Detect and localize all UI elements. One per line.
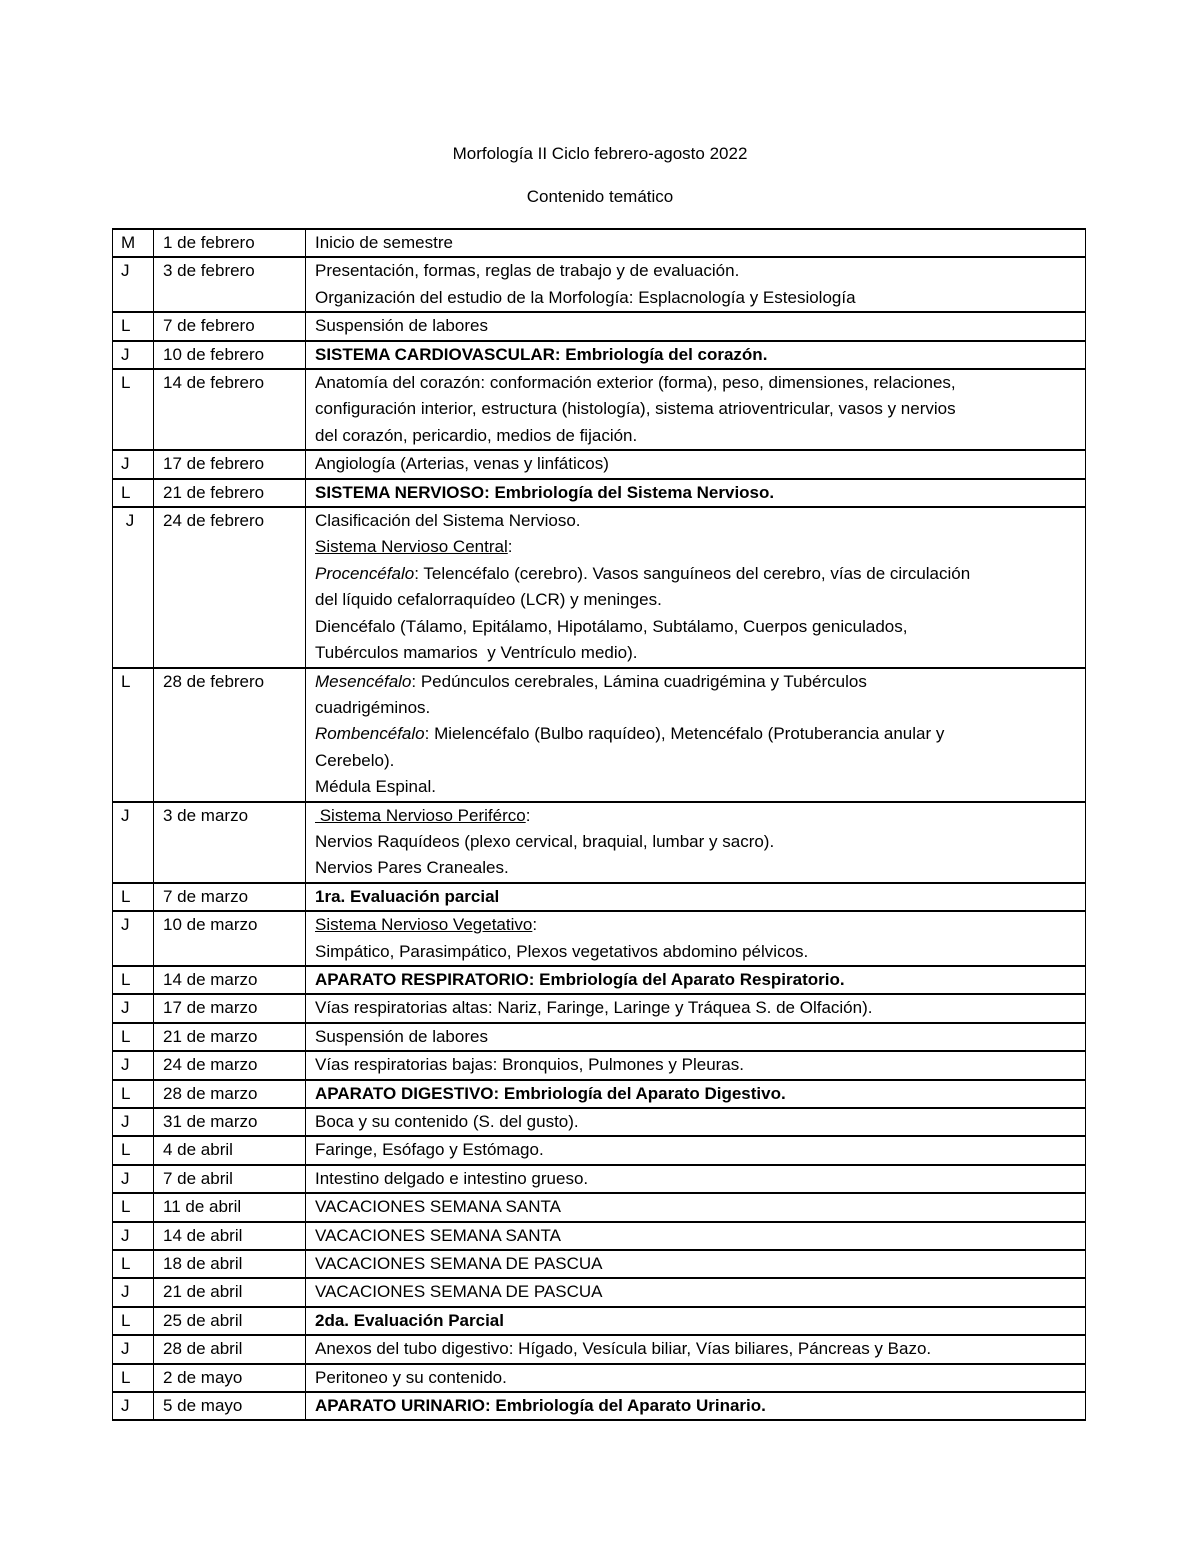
schedule-table [112, 228, 1086, 1421]
topic-line [315, 1251, 1077, 1277]
date-cell: 3 de febrero [154, 257, 306, 312]
weekday-cell: L [113, 668, 154, 802]
date-cell: 11 de abril [154, 1193, 306, 1221]
table-row [113, 1136, 1086, 1164]
schedule-table-body [113, 229, 1086, 1420]
topic-cell [306, 479, 1086, 507]
topic-text: Tubérculos mamarios y Ventrículo medio). [315, 643, 638, 663]
topic-cell [306, 369, 1086, 450]
topic-text: Angiología (Arterias, venas y linfáticos) [315, 454, 609, 474]
weekday-cell: J [113, 1051, 154, 1079]
weekday-cell: J [113, 1165, 154, 1193]
weekday-cell: L [113, 1080, 154, 1108]
table-row [113, 1222, 1086, 1250]
date-cell: 21 de abril [154, 1278, 306, 1306]
weekday-cell: J [113, 911, 154, 966]
date-cell: 4 de abril [154, 1136, 306, 1164]
date-cell: 10 de febrero [154, 341, 306, 369]
topic-text: Sistema Nervioso Periférco [315, 805, 526, 825]
weekday-cell: J [113, 1222, 154, 1250]
topic-line [315, 1024, 1077, 1050]
topic-line [315, 396, 1077, 422]
topic-text: Anatomía del corazón: conformación exterior (forma), peso, dimensiones, relaciones, [315, 373, 956, 393]
weekday-cell: J [113, 450, 154, 478]
topic-text: VACACIONES SEMANA DE PASCUA [315, 1282, 603, 1302]
date-cell: 14 de marzo [154, 966, 306, 994]
weekday-cell: L [113, 312, 154, 340]
date-cell: 28 de abril [154, 1335, 306, 1363]
topic-text: 2da. Evaluación Parcial [315, 1310, 504, 1330]
table-row [113, 369, 1086, 450]
topic-cell [306, 668, 1086, 802]
date-cell: 7 de abril [154, 1165, 306, 1193]
date-cell: 2 de mayo [154, 1364, 306, 1392]
topic-line [315, 1081, 1077, 1107]
table-row [113, 341, 1086, 369]
topic-cell [306, 1108, 1086, 1136]
topic-line [315, 258, 1077, 284]
topic-cell [306, 1051, 1086, 1079]
date-cell: 14 de febrero [154, 369, 306, 450]
topic-line [315, 829, 1077, 855]
topic-line [315, 995, 1077, 1021]
date-cell: 28 de febrero [154, 668, 306, 802]
topic-text: Mesencéfalo [315, 671, 412, 691]
topic-line [315, 939, 1077, 965]
topic-text: Faringe, Esófago y Estómago. [315, 1140, 544, 1160]
table-row [113, 257, 1086, 312]
topic-line [315, 774, 1077, 800]
topic-line [315, 561, 1077, 587]
topic-line [315, 480, 1077, 506]
topic-text: Intestino delgado e intestino grueso. [315, 1168, 589, 1188]
topic-text: configuración interior, estructura (histología), sistema atrioventricular, vasos y nervios [315, 399, 956, 419]
topic-line [315, 342, 1077, 368]
weekday-cell: J [113, 1392, 154, 1420]
topic-text: APARATO DIGESTIVO: Embriología del Aparato Digestivo. [315, 1083, 786, 1103]
topic-line [315, 508, 1077, 534]
topic-cell [306, 341, 1086, 369]
date-cell: 24 de febrero [154, 507, 306, 667]
topic-line [315, 695, 1077, 721]
topic-line [315, 669, 1077, 695]
topic-text: Cerebelo). [315, 750, 395, 770]
topic-line [315, 1052, 1077, 1078]
topic-cell [306, 1080, 1086, 1108]
weekday-cell: J [113, 341, 154, 369]
table-row [113, 507, 1086, 667]
weekday-cell: J [113, 507, 154, 667]
date-cell: 25 de abril [154, 1307, 306, 1335]
topic-text: VACACIONES SEMANA SANTA [315, 1225, 561, 1245]
table-row [113, 479, 1086, 507]
topic-text: Suspensión de labores [315, 316, 488, 336]
topic-line [315, 587, 1077, 613]
table-row [113, 966, 1086, 994]
topic-line [315, 803, 1077, 829]
topic-text: Diencéfalo (Tálamo, Epitálamo, Hipotálamo, Subtálamo, Cuerpos geniculados, [315, 616, 908, 636]
date-cell: 31 de marzo [154, 1108, 306, 1136]
topic-cell [306, 450, 1086, 478]
topic-line [315, 313, 1077, 339]
topic-line [315, 721, 1077, 747]
document-subtitle: Contenido temático [526, 187, 674, 206]
date-cell: 5 de mayo [154, 1392, 306, 1420]
topic-text: : [525, 805, 531, 825]
topic-cell [306, 911, 1086, 966]
topic-text: : [532, 915, 538, 935]
topic-text: Vías respiratorias bajas: Bronquios, Pulmones y Pleuras. [315, 1055, 744, 1075]
weekday-cell: J [113, 1108, 154, 1136]
topic-text: : Mielencéfalo (Bulbo raquídeo), Metencéfalo (Protuberancia anular y [424, 724, 945, 744]
topic-text: Suspensión de labores [315, 1026, 488, 1046]
topic-cell [306, 1193, 1086, 1221]
topic-line [315, 912, 1077, 938]
table-row [113, 450, 1086, 478]
date-cell: 18 de abril [154, 1250, 306, 1278]
table-row [113, 1278, 1086, 1306]
topic-line [315, 285, 1077, 311]
topic-cell [306, 257, 1086, 312]
topic-line [315, 1109, 1077, 1135]
topic-text: SISTEMA NERVIOSO: Embriología del Sistema Nervioso. [315, 482, 775, 502]
topic-cell [306, 507, 1086, 667]
topic-text: Presentación, formas, reglas de trabajo y de evaluación. [315, 261, 740, 281]
date-cell: 1 de febrero [154, 229, 306, 257]
topic-text: SISTEMA CARDIOVASCULAR: Embriología del corazón. [315, 344, 768, 364]
topic-text: Sistema Nervioso Central [315, 537, 508, 557]
date-cell: 7 de marzo [154, 883, 306, 911]
topic-text: del líquido cefalorraquídeo (LCR) y meninges. [315, 590, 662, 610]
topic-cell [306, 1222, 1086, 1250]
table-row [113, 802, 1086, 883]
topic-text: Nervios Raquídeos (plexo cervical, braquial, lumbar y sacro). [315, 831, 775, 851]
topic-text: : [507, 537, 513, 557]
topic-line [315, 423, 1077, 449]
topic-cell [306, 966, 1086, 994]
table-row [113, 994, 1086, 1022]
topic-line [315, 1365, 1077, 1391]
topic-text: Médula Espinal. [315, 777, 436, 797]
table-row [113, 1392, 1086, 1420]
weekday-cell: J [113, 994, 154, 1022]
topic-line [315, 1223, 1077, 1249]
topic-text: del corazón, pericardio, medios de fijación. [315, 425, 638, 445]
table-row [113, 1023, 1086, 1051]
topic-line [315, 1166, 1077, 1192]
topic-line [315, 614, 1077, 640]
weekday-cell: L [113, 479, 154, 507]
table-row [113, 1051, 1086, 1079]
topic-cell [306, 1307, 1086, 1335]
table-row [113, 1250, 1086, 1278]
weekday-cell: L [113, 1023, 154, 1051]
weekday-cell: J [113, 1278, 154, 1306]
topic-line [315, 884, 1077, 910]
topic-cell [306, 229, 1086, 257]
table-row [113, 1165, 1086, 1193]
topic-text: Inicio de semestre [315, 233, 453, 252]
topic-text: Rombencéfalo [315, 724, 425, 744]
topic-text: Vías respiratorias altas: Nariz, Faringe, Laringe y Tráquea S. de Olfación). [315, 998, 873, 1018]
weekday-cell: L [113, 369, 154, 450]
topic-text: Procencéfalo [315, 563, 415, 583]
topic-cell [306, 1335, 1086, 1363]
table-row [113, 312, 1086, 340]
date-cell: 21 de febrero [154, 479, 306, 507]
table-row [113, 1108, 1086, 1136]
topic-text: Boca y su contenido (S. del gusto). [315, 1112, 579, 1131]
topic-text: Simpático, Parasimpático, Plexos vegetativos abdomino pélvicos. [315, 941, 809, 961]
date-cell: 7 de febrero [154, 312, 306, 340]
topic-cell [306, 802, 1086, 883]
topic-line [315, 1194, 1077, 1220]
weekday-cell: J [113, 802, 154, 883]
weekday-cell: L [113, 1193, 154, 1221]
topic-line [315, 748, 1077, 774]
topic-line [315, 1336, 1077, 1362]
topic-line [315, 451, 1077, 477]
table-row [113, 1335, 1086, 1363]
topic-line [315, 1308, 1077, 1334]
weekday-cell: L [113, 966, 154, 994]
date-cell: 21 de marzo [154, 1023, 306, 1051]
topic-cell [306, 1250, 1086, 1278]
weekday-cell: L [113, 883, 154, 911]
topic-line [315, 534, 1077, 560]
weekday-cell: J [113, 1335, 154, 1363]
topic-cell [306, 1165, 1086, 1193]
date-cell: 10 de marzo [154, 911, 306, 966]
weekday-cell: L [113, 1364, 154, 1392]
date-cell: 28 de marzo [154, 1080, 306, 1108]
table-row [113, 1080, 1086, 1108]
weekday-cell: L [113, 1136, 154, 1164]
topic-text: APARATO URINARIO: Embriología del Aparato Urinario. [315, 1396, 766, 1416]
topic-text: Anexos del tubo digestivo: Hígado, Vesícula biliar, Vías biliares, Páncreas y Bazo. [315, 1339, 932, 1359]
topic-line [315, 1279, 1077, 1305]
topic-line [315, 230, 1077, 256]
date-cell: 24 de marzo [154, 1051, 306, 1079]
topic-cell [306, 1023, 1086, 1051]
table-row [113, 1364, 1086, 1392]
topic-line [315, 967, 1077, 993]
topic-cell [306, 1278, 1086, 1306]
topic-text: Nervios Pares Craneales. [315, 858, 509, 878]
date-cell: 17 de febrero [154, 450, 306, 478]
topic-cell [306, 1392, 1086, 1420]
table-row [113, 229, 1086, 257]
topic-text: Clasificación del Sistema Nervioso. [315, 511, 581, 531]
weekday-cell: M [113, 229, 154, 257]
topic-text: : Pedúnculos cerebrales, Lámina cuadrigémina y Tubérculos [411, 671, 867, 691]
topic-cell [306, 312, 1086, 340]
topic-line [315, 640, 1077, 666]
topic-line [315, 1393, 1077, 1419]
date-cell: 3 de marzo [154, 802, 306, 883]
topic-line [315, 1137, 1077, 1163]
topic-text: 1ra. Evaluación parcial [315, 886, 500, 906]
date-cell: 17 de marzo [154, 994, 306, 1022]
topic-cell [306, 1136, 1086, 1164]
topic-text: VACACIONES SEMANA DE PASCUA [315, 1254, 603, 1274]
topic-text: : Telencéfalo (cerebro). Vasos sanguíneos del cerebro, vías de circulación [414, 563, 971, 583]
table-row [113, 911, 1086, 966]
table-row [113, 1307, 1086, 1335]
topic-text: VACACIONES SEMANA SANTA [315, 1197, 561, 1217]
topic-text: cuadrigéminos. [315, 697, 431, 717]
weekday-cell: L [113, 1307, 154, 1335]
table-row [113, 1193, 1086, 1221]
topic-text: APARATO RESPIRATORIO: Embriología del Aparato Respiratorio. [315, 969, 845, 989]
topic-line [315, 855, 1077, 881]
topic-cell [306, 883, 1086, 911]
table-row [113, 883, 1086, 911]
weekday-cell: L [113, 1250, 154, 1278]
topic-text: Sistema Nervioso Vegetativo [315, 915, 533, 935]
topic-text: Organización del estudio de la Morfología: Esplacnología y Estesiología [315, 287, 856, 307]
topic-line [315, 370, 1077, 396]
weekday-cell: J [113, 257, 154, 312]
document-title: Morfología II Ciclo febrero-agosto 2022 [452, 144, 748, 163]
table-row [113, 668, 1086, 802]
date-cell: 14 de abril [154, 1222, 306, 1250]
topic-cell [306, 1364, 1086, 1392]
topic-cell [306, 994, 1086, 1022]
topic-text: Peritoneo y su contenido. [315, 1367, 507, 1387]
